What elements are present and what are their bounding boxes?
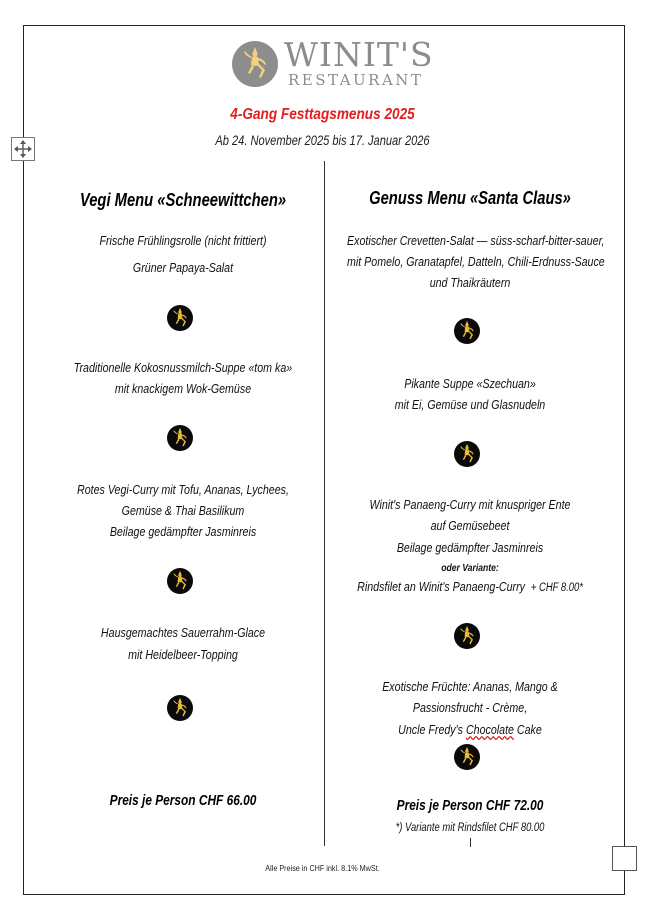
genuss-course4-line2: Passionsfrucht - Crème,	[412, 700, 528, 715]
column-divider	[324, 161, 325, 846]
vegi-price: Preis je Person CHF 66.00	[109, 793, 257, 809]
vegi-course3-line1: Rotes Vegi-Curry mit Tofu, Ananas, Lychees,	[77, 482, 289, 497]
dancer-divider-icon	[454, 744, 480, 770]
vegi-course3-line3: Beilage gedämpfter Jasminreis	[109, 524, 257, 539]
genuss-course3-line1: Winit's Panaeng-Curry mit knuspriger Ente	[369, 497, 571, 512]
genuss-course4-prefix: Uncle Fredy's	[398, 722, 466, 737]
dancer-logo-icon	[232, 41, 278, 87]
genuss-variant-label: oder Variante:	[441, 562, 499, 574]
vegi-course4-line1: Hausgemachtes Sauerrahm-Glace	[100, 625, 266, 640]
dancer-divider-icon	[454, 318, 480, 344]
vegi-course2-line1: Traditionelle Kokosnussmilch-Suppe «tom ka»	[73, 360, 293, 375]
genuss-course4-line1: Exotische Früchte: Ananas, Mango &	[382, 679, 558, 694]
genuss-course2-line1: Pikante Suppe «Szechuan»	[404, 376, 536, 391]
dancer-divider-icon	[167, 568, 193, 594]
genuss-price-note: *) Variante mit Rindsfilet CHF 80.00	[395, 822, 545, 834]
restaurant-logo	[232, 35, 434, 90]
logo-subtitle: RESTAURANT	[288, 71, 424, 89]
dancer-divider-icon	[454, 441, 480, 467]
logo-name: WINIT'S	[284, 35, 434, 74]
move-handle-icon[interactable]	[11, 137, 35, 161]
vegi-course1-line2: Grüner Papaya-Salat	[132, 260, 234, 275]
vegi-course1-line1: Frische Frühlingsrolle (nicht frittiert)	[99, 233, 267, 248]
genuss-price: Preis je Person CHF 72.00	[396, 798, 544, 814]
date-range: Ab 24. November 2025 bis 17. Januar 2026	[215, 133, 430, 148]
dancer-divider-icon	[167, 695, 193, 721]
dancer-divider-icon	[167, 305, 193, 331]
genuss-course2-line2: mit Ei, Gemüse und Glasnudeln	[394, 397, 546, 412]
footer-note: Alle Preise in CHF inkl. 8.1% MwSt.	[265, 863, 380, 873]
vegi-course4-line2: mit Heidelbeer-Topping	[128, 647, 238, 662]
resize-handle[interactable]	[612, 846, 637, 871]
dancer-divider-icon	[454, 623, 480, 649]
spellcheck-word: Chocolate	[465, 722, 514, 737]
genuss-variant-price: + CHF 8.00*	[530, 582, 583, 594]
genuss-variant-line	[347, 576, 593, 600]
vegi-course2-line2: mit knackigem Wok-Gemüse	[114, 381, 252, 396]
genuss-variant-text: Rindsfilet an Winit's Panaeng-Curry	[357, 579, 525, 594]
genuss-course1-line3: und Thaikräutern	[429, 275, 511, 290]
genuss-course1-line1: Exotischer Crevetten-Salat — süss-scharf-bitter-sauer,	[347, 233, 605, 248]
vegi-course3-line2: Gemüse & Thai Basilikum	[121, 503, 245, 518]
genuss-course4-suffix: Cake	[513, 722, 542, 737]
page-title: 4-Gang Festtagsmenus 2025	[230, 106, 415, 123]
genuss-course3-line3: Beilage gedämpfter Jasminreis	[396, 540, 544, 555]
dancer-divider-icon	[167, 425, 193, 451]
genuss-course4-line3	[347, 719, 593, 741]
genuss-course3-line2: auf Gemüsebeet	[430, 518, 510, 533]
vegi-menu-heading: Vegi Menu «Schneewittchen»	[79, 190, 287, 210]
genuss-menu-heading: Genuss Menu «Santa Claus»	[369, 188, 571, 208]
genuss-course1-line2: mit Pomelo, Granatapfel, Datteln, Chili-Erdnuss-Sauce	[347, 254, 605, 269]
